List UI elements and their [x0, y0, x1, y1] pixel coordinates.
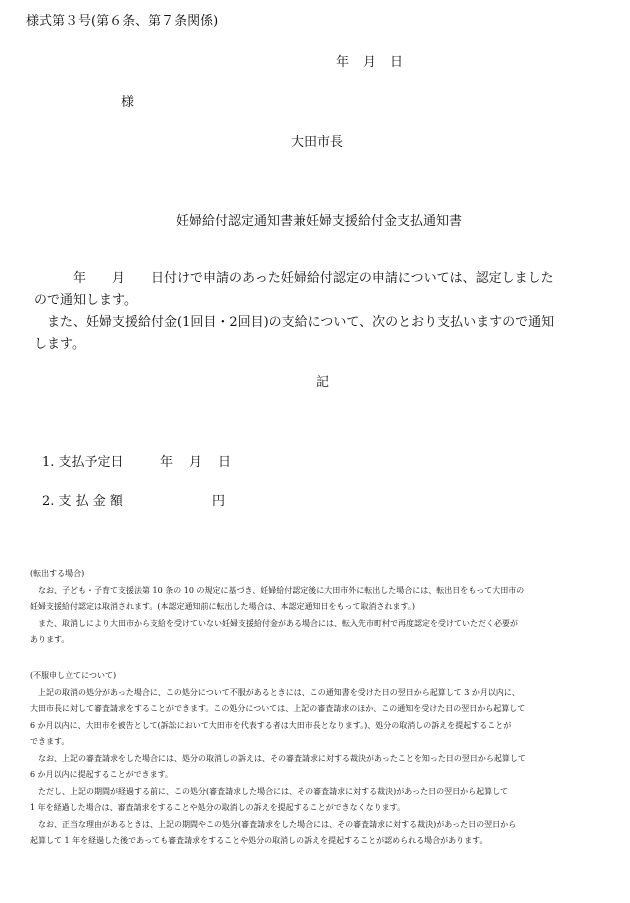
notes-line: また、取消しにより大田市から支給を受けていない妊婦支援給付金がある場合には、転入先市町村で再度認定を受けていただく必要が: [30, 618, 518, 628]
payment-date-item: [42, 451, 247, 470]
notes-line: なお、上記の審査請求をした場合には、処分の取消しの訴えは、その審査請求に対する裁決があったことを知った日の翌日から起算して: [30, 753, 526, 763]
payment-date-value: [160, 451, 247, 470]
document-title: 妊婦給付認定通知書兼妊婦支援給付金支払通知書: [176, 214, 463, 229]
addressee: 様: [121, 95, 135, 110]
amount-unit-label: 円: [212, 494, 226, 509]
body-line: ので通知します。: [34, 293, 137, 308]
date-month-label: 月: [363, 55, 377, 70]
body-line: します。: [34, 337, 85, 352]
payment-day-label: 日: [218, 455, 232, 470]
notes-line: 1 年を経過した場合は、審査請求をすることや処分の取消しの訴えを提起することができなくなります。: [30, 803, 405, 812]
notes-line: できます。: [30, 737, 70, 746]
payment-amount-value: [212, 490, 241, 509]
notes-line: 6 か月以内に、大田市を被告として(訴訟において大田市を代表する者は大田市長となります。)、処分の取消しの訴えを提起することが: [30, 720, 512, 730]
body-line: 年 月 日付けで申請のあった妊婦給付認定の申請については、認定しました: [34, 271, 554, 286]
notes-line: あります。: [30, 635, 70, 644]
issue-date: [336, 51, 417, 70]
notes-heading: (転出する場合): [30, 569, 85, 578]
notes-line: 起算して 1 年を経過した後であっても審査請求をすることや処分の取消しの訴えを提起することが認められる場合があります。: [30, 836, 488, 845]
notes-line: 上記の取消の処分があった場合に、この処分について不服があるときには、この通知書を受けた日の翌日から起算して 3 か月以内に、: [30, 687, 520, 697]
notes-heading: (不服申し立てについて): [30, 671, 117, 680]
sender: 大田市長: [291, 135, 344, 150]
payment-month-label: 月: [189, 455, 203, 470]
form-number: 様式第３号(第６条、第７条関係): [26, 14, 219, 29]
notes-line: 6 か月以内に提起することができます。: [30, 770, 173, 779]
notice-body: [34, 268, 594, 356]
notes-line: 大田市長に対して審査請求をすることができます。この処分については、上記の審査請求のほか、この通知を受けた日の翌日から起算して: [30, 704, 526, 713]
notes-appeal: [30, 668, 590, 850]
body-line: また、妊婦支援給付金(1回目・2回目)の支給について、次のとおり支払いますので通知: [34, 315, 555, 330]
notes-line: なお、正当な理由があるときは、上記の期間やこの処分(審査請求をした場合には、その審査請求に対する裁決)があった日の翌日から: [30, 819, 517, 829]
payment-date-label: 1. 支払予定日: [42, 455, 124, 470]
payment-amount-label: 2. 支 払 金 額: [42, 494, 123, 509]
payment-year-label: 年: [160, 455, 174, 470]
date-year-label: 年: [336, 55, 350, 70]
date-day-label: 日: [390, 55, 404, 70]
notes-transfer: [30, 566, 590, 649]
notes-line: 妊婦支援給付認定は取消されます。(本認定通知前に転出した場合は、本認定通知日をもって取消されます。): [30, 602, 415, 611]
notes-line: ただし、上記の期間が経過する前に、この処分(審査請求した場合には、その審査請求に対する裁決)があった日の翌日から起算して: [30, 786, 509, 796]
payment-amount-item: [42, 490, 241, 509]
record-heading: 記: [316, 375, 330, 390]
notes-line: なお、子ども・子育て支援法第 10 条の 10 の規定に基づき、妊婦給付認定後に大田市外に転出した場合には、転出日をもって大田市の: [30, 585, 525, 595]
